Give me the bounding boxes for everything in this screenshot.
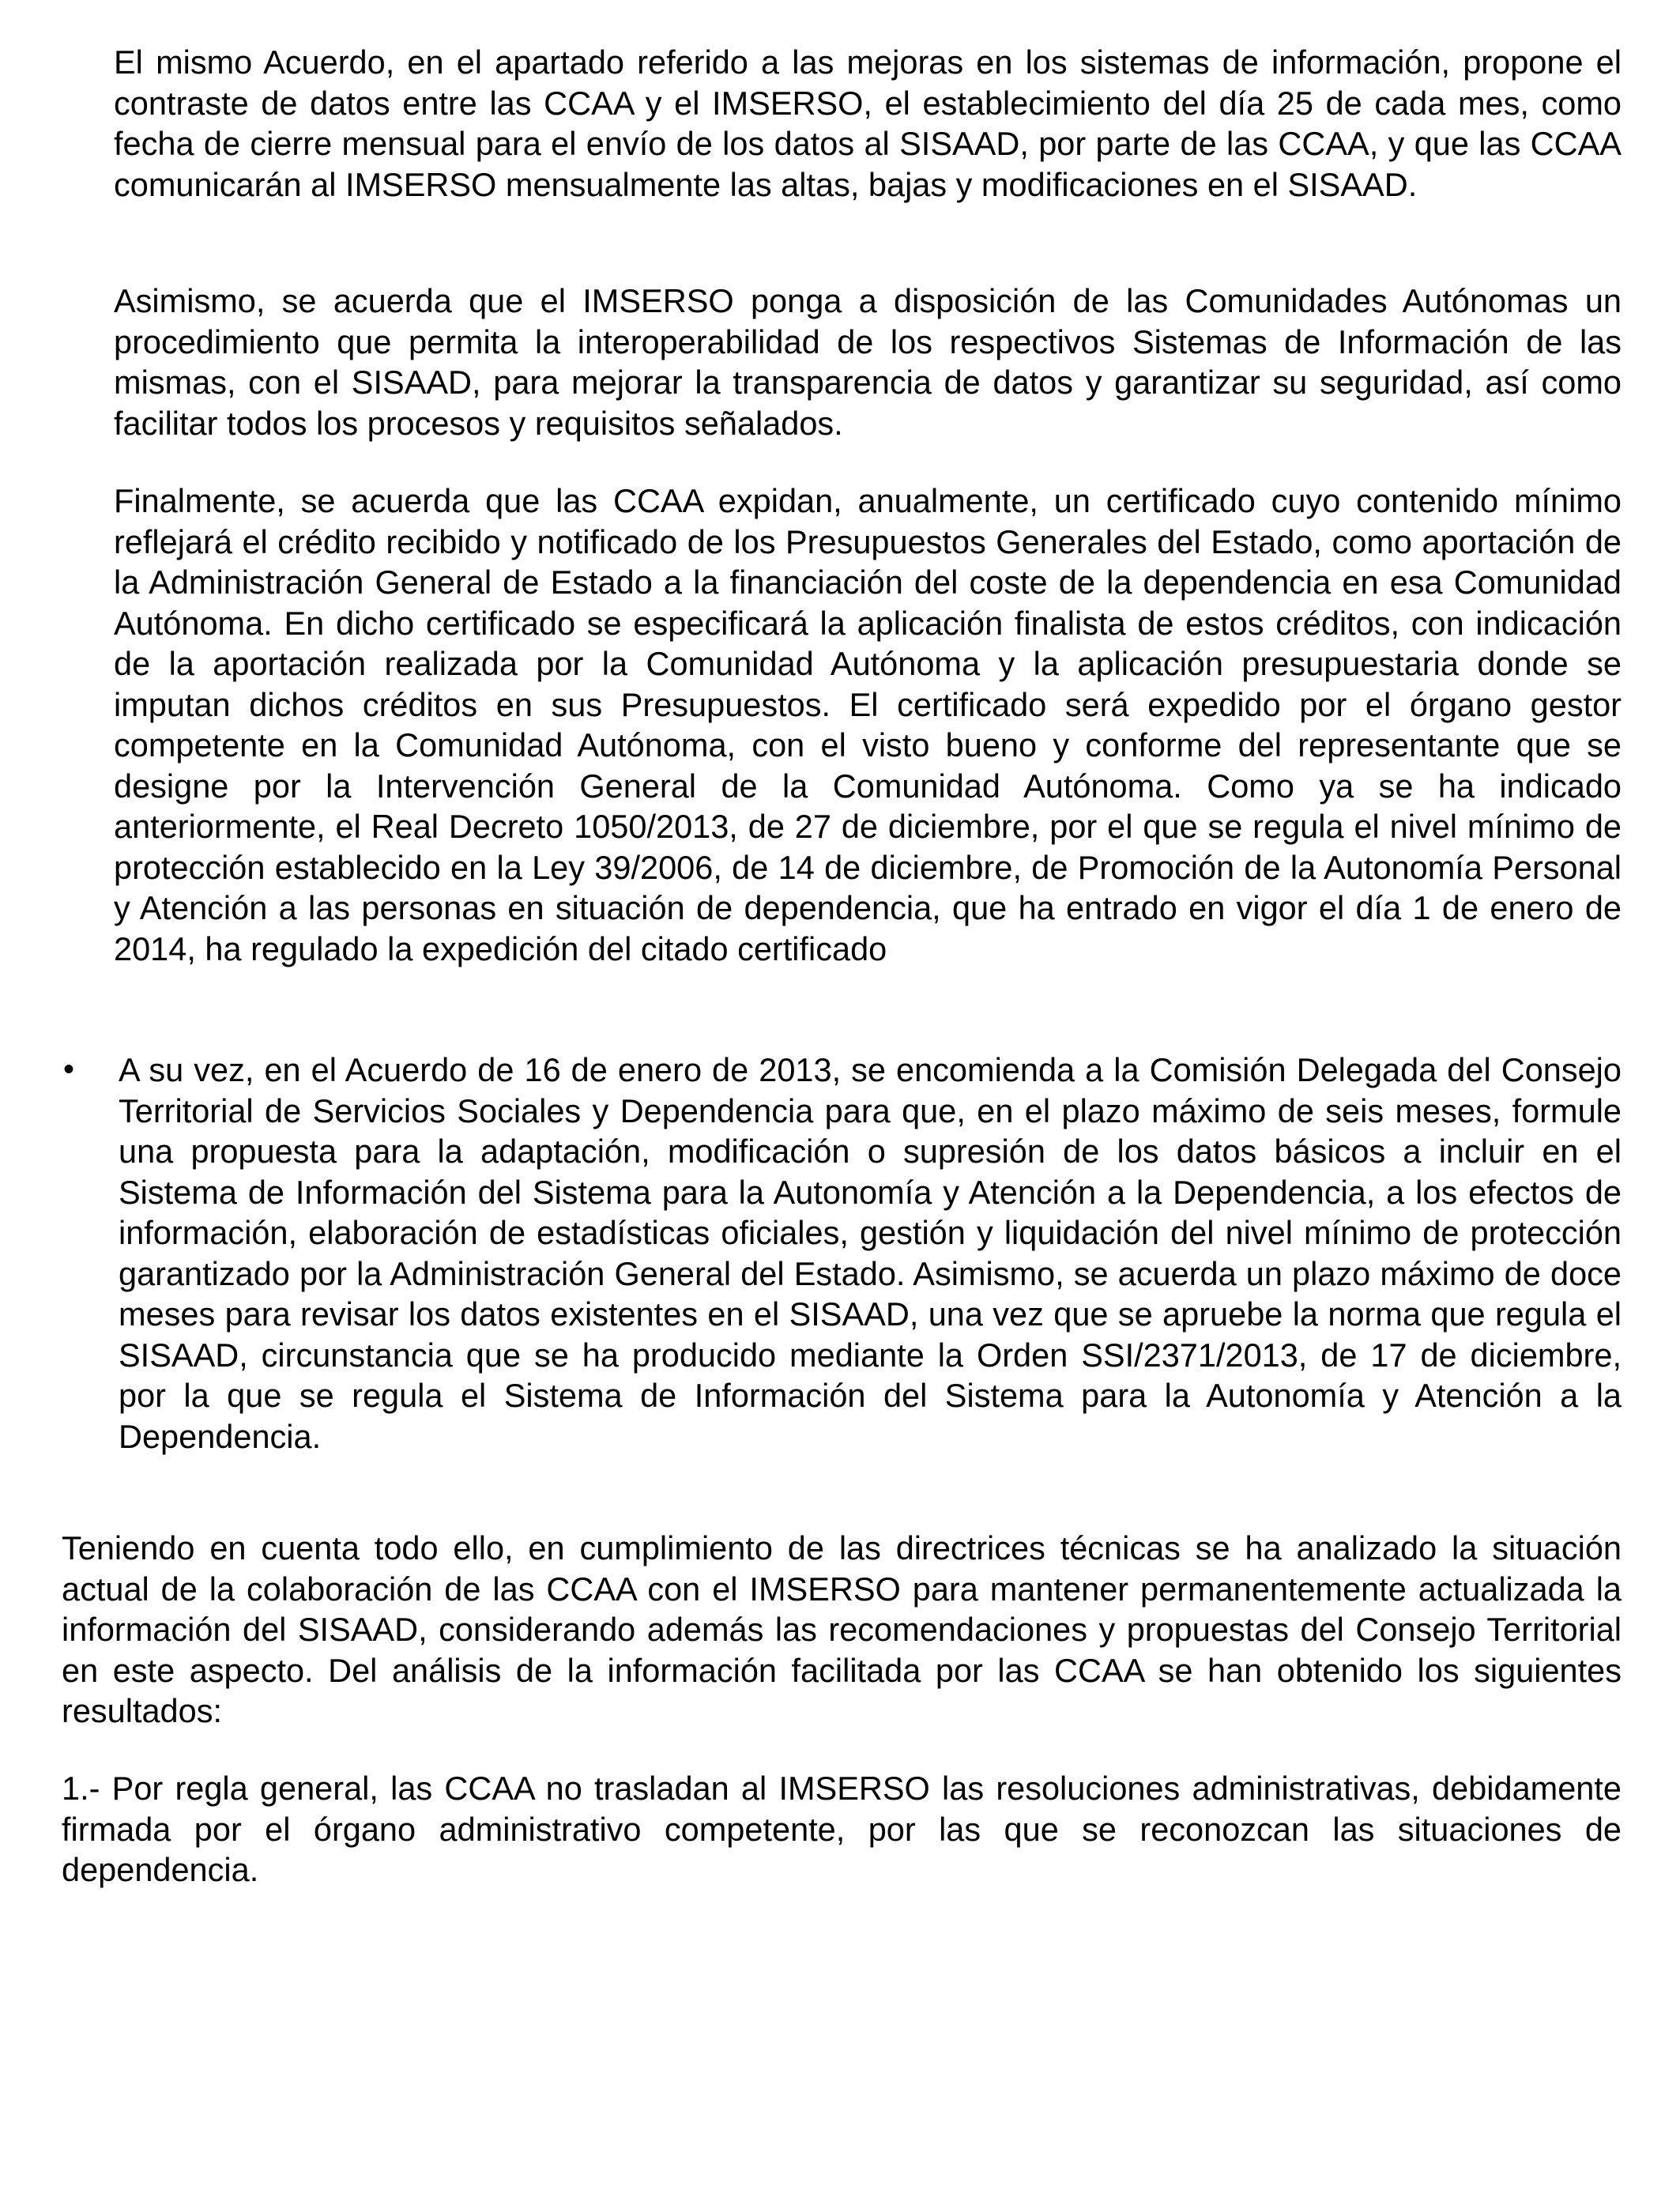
paragraph-analysis: Teniendo en cuenta todo ello, en cumplimiento de las directrices técnicas se ha analizado la situación actual de la colaboración de las CCAA con el IMSERSO para mantener permanentemente actualizada la información del SISAAD, considerando además las recomendaciones y propuestas del Consejo Territorial en este aspecto. Del análisis de la información facilitada por las CCAA se han obtenido los siguientes resultados: [62, 1529, 1622, 1729]
paragraph-result-1: 1.- Por regla general, las CCAA no trasladan al IMSERSO las resoluciones administrativas, debidamente firmada por el órgano administrativo competente, por las que se reconozcan las situaciones de dependencia. [62, 1770, 1622, 1888]
bullet-marker: • [63, 1052, 75, 1087]
paragraph-interoperability: Asimismo, se acuerda que el IMSERSO ponga a disposición de las Comunidades Autónomas un procedimiento que permita la interoperabilidad de los respectivos Sistemas de Información de las mismas, con el SISAAD, para mejorar la transparencia de datos y garantizar su seguridad, así como facilitar todos los procesos y requisitos señalados. [114, 282, 1622, 442]
paragraph-data-contrast: El mismo Acuerdo, en el apartado referido a las mejoras en los sistemas de información, propone el contraste de datos entre las CCAA y el IMSERSO, el establecimiento del día 25 de cada mes, como fecha de cierre mensual para el envío de los datos al SISAAD, por parte de las CCAA, y que las CCAA comunicarán al IMSERSO mensualmente las altas, bajas y modificaciones en el SISAAD. [114, 43, 1622, 203]
bullet-item-agreement: A su vez, en el Acuerdo de 16 de enero de 2013, se encomienda a la Comisión Delegada del Consejo Territorial de Servicios Sociales y Dependencia para que, en el plazo máximo de seis meses, formule una propuesta para la adaptación, modificación o supresión de los datos básicos a incluir en el Sistema de Información del Sistema para la Autonomía y Atención a la Dependencia, a los efectos de información, elaboración de estadísticas oficiales, gestión y liquidación del nivel mínimo de protección garantizado por la Administración General del Estado. Asimismo, se acuerda un plazo máximo de doce meses para revisar los datos existentes en el SISAAD, una vez que se apruebe la norma que regula el SISAAD, circunstancia que se ha producido mediante la Orden SSI/2371/2013, de 17 de diciembre, por la que se regula el Sistema de Información del Sistema para la Autonomía y Atención a la Dependencia. [119, 1051, 1622, 1455]
paragraph-certificate: Finalmente, se acuerda que las CCAA expidan, anualmente, un certificado cuyo contenido mínimo reflejará el crédito recibido y notificado de los Presupuestos Generales del Estado, como aportación de la Administración General de Estado a la financiación del coste de la dependencia en esa Comunidad Autónoma. En dicho certificado se especificará la aplicación finalista de estos créditos, con indicación de la aportación realizada por la Comunidad Autónoma y la aplicación presupuestaria donde se imputan dichos créditos en sus Presupuestos. El certificado será expedido por el órgano gestor competente en la Comunidad Autónoma, con el visto bueno y conforme del representante que se designe por la Intervención General de la Comunidad Autónoma. Como ya se ha indicado anteriormente, el Real Decreto 1050/2013, de 27 de diciembre, por el que se regula el nivel mínimo de protección establecido en la Ley 39/2006, de 14 de diciembre, de Promoción de la Autonomía Personal y Atención a las personas en situación de dependencia, que ha entrado en vigor el día 1 de enero de 2014, ha regulado la expedición del citado certificado [114, 482, 1622, 967]
